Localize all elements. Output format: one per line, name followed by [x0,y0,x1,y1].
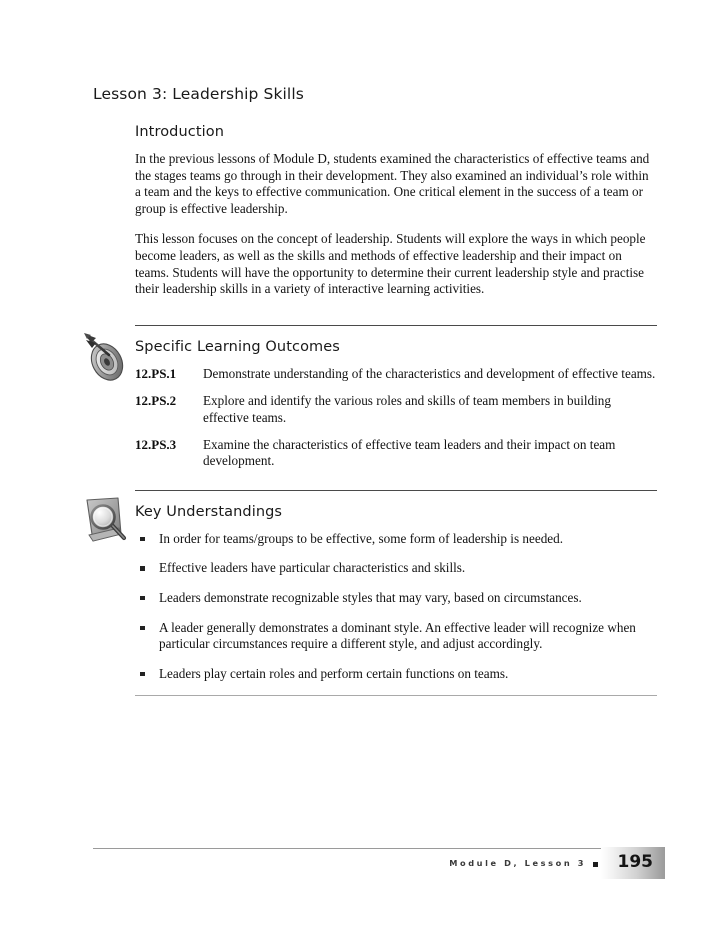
list-item [135,531,657,548]
learning-outcomes-heading: Specific Learning Outcomes [135,338,340,355]
page-number-box [601,847,665,879]
introduction-paragraph-1: In the previous lessons of Module D, students examined the characteristics of effective teams and the stages teams go through in their development. They also examined an individual’s role within a team and the keys to effective communication. One critical element in the success of a team or group is effective leadership. [135,151,650,216]
footer-divider [93,848,634,849]
introduction-heading: Introduction [135,124,225,140]
list-item [135,590,657,607]
outcome-code: 12.PS.3 [135,436,177,452]
page-footer [93,848,664,890]
list-item-text: Leaders demonstrate recognizable styles that may vary, based on circumstances. [159,589,582,605]
square-bullet-icon [140,537,145,542]
square-bullet-icon [140,626,145,631]
learning-outcome-row [135,366,657,382]
list-item [135,560,657,577]
list-item-text: A leader generally demonstrates a dominant style. An effective leader will recognize when particular circumstances require a different style, and adjust accordingly. [159,619,636,652]
footer-module-label: Module D, Lesson 3 [449,858,586,868]
section-key-understandings [135,490,657,697]
content-column [135,124,657,696]
learning-outcome-row [135,393,657,426]
learning-outcome-row [135,437,657,470]
divider-above-key-understandings [135,490,657,491]
section-introduction [135,124,657,298]
key-understandings-list [135,531,657,683]
list-item-text: Effective leaders have particular characteristics and skills. [159,560,466,576]
square-bullet-icon [140,596,145,601]
introduction-paragraph-2: This lesson focuses on the concept of leadership. Students will explore the ways in which people become leaders, as well as the skills and methods of effective leadership and their impact on teams. Students will have the opportunity to determine their current leadership style and practise their leadership skills in a variety of interactive learning activities. [135,231,646,297]
square-bullet-icon [140,566,145,571]
magnifying-glass-document-icon [80,494,132,548]
outcome-text: Demonstrate understanding of the characteristics and development of effective teams. [203,365,656,381]
target-arrow-icon [82,331,132,383]
list-item-text: Leaders play certain roles and perform certain functions on teams. [159,665,509,681]
square-bullet-icon [140,672,145,677]
list-item-text: In order for teams/groups to be effective, some form of leadership is needed. [159,530,564,546]
page-title: Lesson 3: Leadership Skills [93,85,304,103]
outcome-text: Explore and identify the various roles and skills of team members in building effective teams. [203,393,611,425]
learning-outcomes-list [135,366,657,470]
outcome-code: 12.PS.2 [135,393,177,409]
divider-below-key-understandings [135,695,657,696]
list-item [135,666,657,683]
outcome-text: Examine the characteristics of effective team leaders and their impact on team development. [203,436,616,469]
outcome-code: 12.PS.1 [135,365,177,381]
footer-square-icon [593,862,598,867]
key-understandings-heading: Key Understandings [135,503,283,520]
page-number: 195 [617,852,653,872]
list-item [135,620,657,653]
divider-above-learning-outcomes [135,325,657,326]
section-learning-outcomes [135,325,657,470]
